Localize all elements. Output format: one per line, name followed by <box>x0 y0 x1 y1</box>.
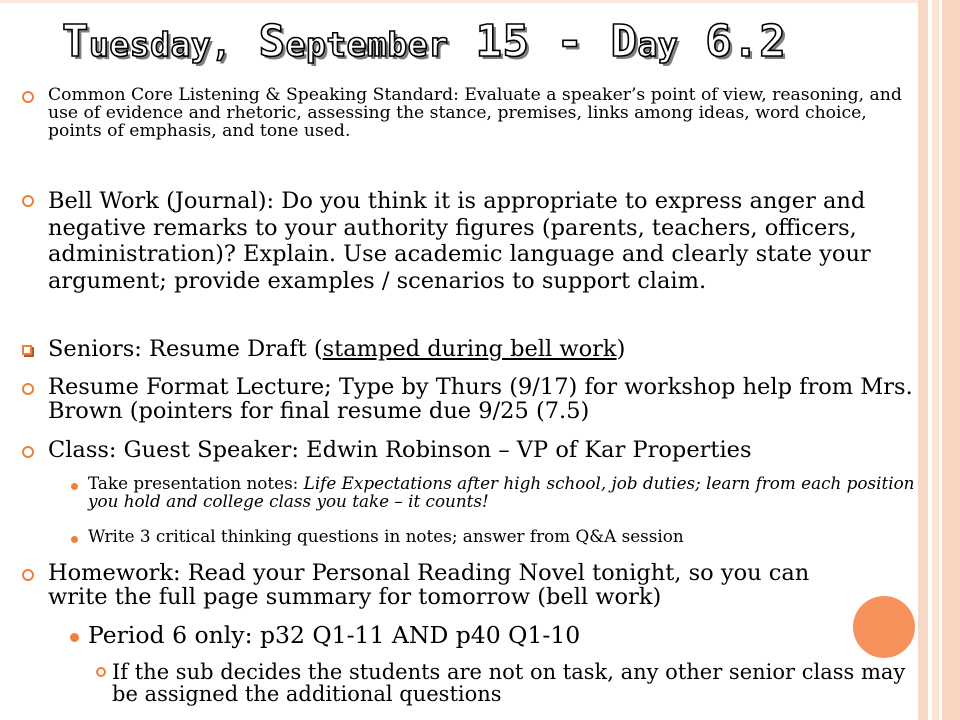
bullet-dot-icon <box>71 536 78 543</box>
standard-item: Common Core Listening & Speaking Standard: Evaluate a speaker’s point of view, reasoning, and use of evidence and rhetoric, assessing the stance, premises, links among ideas, word choice, points of emphasis, and tone used. <box>48 85 902 142</box>
bullet-ring-icon <box>22 91 34 103</box>
homework-item: Homework: Read your Personal Reading Novel tonight, so you can write the full page summary for tomorrow (bell work) <box>48 560 810 610</box>
bullet-square-icon <box>22 345 32 355</box>
bullet-ring-icon <box>22 446 34 458</box>
bullet-ring-icon <box>22 383 34 395</box>
bellwork-item: Bell Work (Journal): Do you think it is appropriate to express anger and negative remarks to your authority figures (parents, teachers, officers, administration)? Explain. Use academic language and clearly state your argument; provide examples / scenarios to support claim. <box>48 188 871 294</box>
bullet-ring-icon <box>96 667 106 677</box>
bullet-dot-icon <box>70 633 79 642</box>
bullet-ring-icon <box>22 569 34 581</box>
seniors-item: Seniors: Resume Draft (stamped during bell work) <box>48 336 626 362</box>
sub-note-item: If the sub decides the students are not on task, any other senior class may be assigned the additional questions <box>112 660 906 707</box>
decorative-stripe <box>932 0 939 720</box>
bullet-dot-icon <box>71 483 78 490</box>
slide-title: Tuesday, September 15 - Day 6.2 <box>62 16 787 67</box>
notes-item: Take presentation notes: Life Expectations after high school, job duties; learn from each position you hold and college class you take – it counts! <box>88 473 915 511</box>
period6-item: Period 6 only: p32 Q1-11 AND p40 Q1-10 <box>88 621 581 649</box>
guest-speaker-item: Class: Guest Speaker: Edwin Robinson – VP of Kar Properties <box>48 437 752 463</box>
bullet-ring-icon <box>22 195 34 207</box>
questions-item: Write 3 critical thinking questions in notes; answer from Q&A session <box>88 526 684 546</box>
decorative-stripe <box>942 0 960 720</box>
resume-item: Resume Format Lecture; Type by Thurs (9/17) for workshop help from Mrs. Brown (pointers for final resume due 9/25 (7.5) <box>48 374 913 424</box>
